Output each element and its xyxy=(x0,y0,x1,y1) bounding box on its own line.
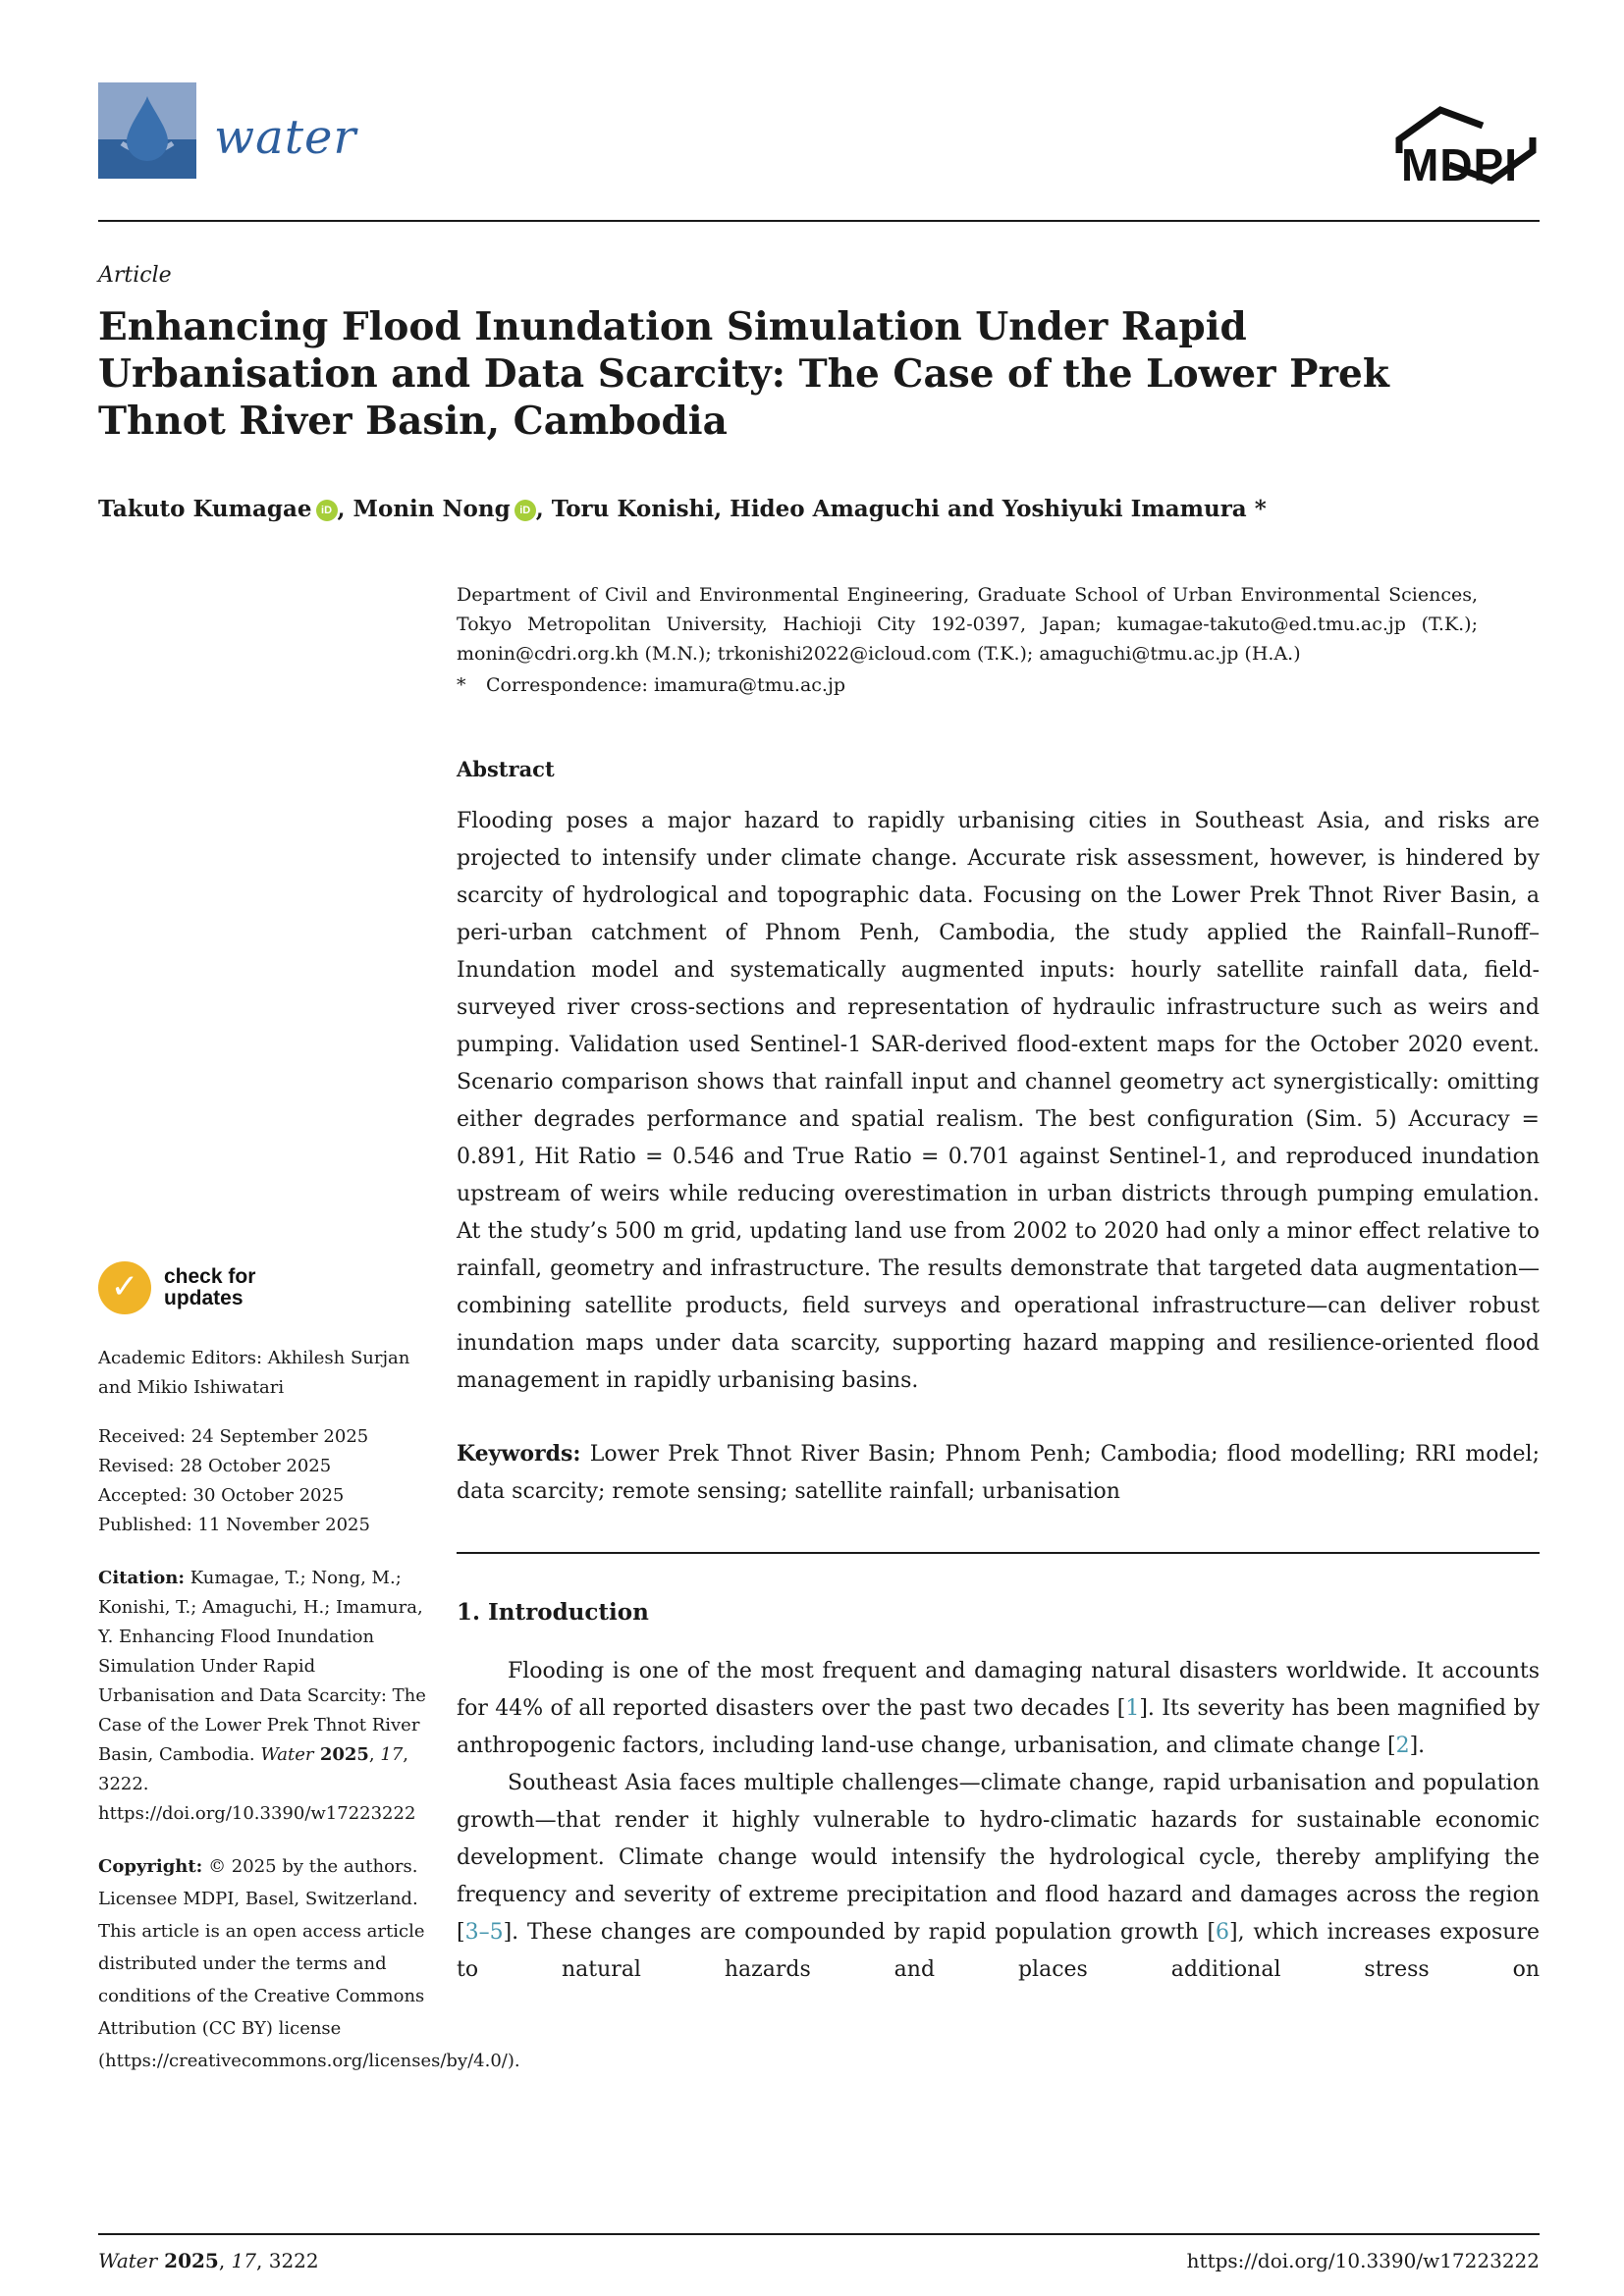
footer-pages: , 3222 xyxy=(256,2249,319,2272)
ref-link[interactable]: 3–5 xyxy=(464,1920,504,1945)
revised-date: Revised: 28 October 2025 xyxy=(98,1456,332,1476)
citation-text: Kumagae, T.; Nong, M.; Konishi, T.; Amaguchi, H.; Imamura, Y. Enhancing Flood Inundation Simulation Under Rapid Urbanisation and Data Scarcity: The Case of the Lower Prek Thnot River Basin, Cambodia. xyxy=(98,1568,426,1765)
author-names-rest: Toru Konishi, Hideo Amaguchi and Yoshiyuki Imamura * xyxy=(551,496,1267,522)
footer-divider xyxy=(98,2233,1540,2235)
author-name: Monin Nong xyxy=(352,496,511,522)
citation-volume: 17 xyxy=(380,1744,404,1765)
author-list xyxy=(98,494,1540,525)
section-divider xyxy=(457,1552,1540,1554)
journal-logo xyxy=(98,82,356,179)
keywords-text: Lower Prek Thnot River Basin; Phnom Penh; Cambodia; flood modelling; RRI model; data scarcity; remote sensing; satellite rainfall; urbanisation xyxy=(457,1442,1540,1504)
intro-paragraph-1 xyxy=(457,1653,1540,1765)
footer-year: 2025 xyxy=(157,2249,219,2272)
abstract-text: Flooding poses a major hazard to rapidly urbanising cities in Southeast Asia, and risks are projected to intensify under climate change. Accurate risk assessment, however, is hindered by scarcity of hydrological and topographic data. Focusing on the Lower Prek Thnot River Basin, a peri-urban catchment of Phnom Penh, Cambodia, the study applied the Rainfall–Runoff–Inundation model and systematically augmented inputs: hourly satellite rainfall data, field-surveyed river cross-sections and representation of hydraulic infrastructure such as weirs and pumping. Validation used Sentinel-1 SAR-derived flood-extent maps for the October 2020 event. Scenario comparison shows that rainfall input and channel geometry act synergistically: omitting either degrades performance and spatial realism. The best configuration (Sim. 5) Accuracy = 0.891, Hit Ratio = 0.546 and True Ratio = 0.701 against Sentinel-1, and reproduced inundation upstream of weirs while reducing overestimation in urban districts through pumping emulation. At the study’s 500 m grid, updating land use from 2002 to 2020 had only a minor effect relative to rainfall, geometry and infrastructure. The results demonstrate that targeted data augmentation—combining satellite products, field surveys and operational infrastructure—can deliver robust inundation maps under data scarcity, supporting hazard mapping and resilience-oriented flood management in rapidly urbanising basins. xyxy=(457,809,1540,1393)
correspondence-text xyxy=(486,670,845,700)
badge-line-2: updates xyxy=(164,1287,244,1309)
ref-link[interactable]: 6 xyxy=(1216,1920,1230,1945)
copyright-label: Copyright: xyxy=(98,1856,203,1877)
ref-link[interactable]: 1 xyxy=(1125,1696,1140,1721)
paragraph-text: ], which increases exposure to natural hazards and places additional stress on xyxy=(457,1920,1540,1982)
footer-journal-name: Water xyxy=(98,2249,158,2272)
author-separator: , xyxy=(535,496,552,522)
footer-volume: 17 xyxy=(231,2249,256,2272)
badge-line-1: check for xyxy=(164,1265,256,1288)
page-title-line-3: Thnot River Basin, Cambodia xyxy=(98,399,728,444)
footer-doi-link[interactable]: https://doi.org/10.3390/w17223222 xyxy=(1186,2249,1540,2272)
abstract-heading: Abstract xyxy=(457,757,555,781)
citation-separator: , xyxy=(368,1744,381,1765)
orcid-icon[interactable]: iD xyxy=(316,500,338,521)
ref-link[interactable]: 2 xyxy=(1395,1734,1410,1758)
page-title-line-1: Enhancing Flood Inundation Simulation Under Rapid xyxy=(98,304,1247,349)
copyright-text: © 2025 by the authors. Licensee MDPI, Basel, Switzerland. This article is an open access article distributed under the terms and conditions of the Creative Commons Attribution (CC BY) license (https://creativecommons.org/licenses/by/4.0/). xyxy=(98,1856,520,2071)
paragraph-text: Flooding is one of the most frequent and damaging natural disasters worldwide. It accounts for 44% of all reported disasters over the past two decades [ xyxy=(457,1659,1540,1721)
correspondence-label: Correspondence: xyxy=(486,674,654,696)
check-for-updates-label xyxy=(164,1266,255,1309)
header-divider xyxy=(98,220,1540,222)
article-dates xyxy=(98,1422,427,1540)
page-title-line-2: Urbanisation and Data Scarcity: The Case of the Lower Prek xyxy=(98,351,1389,397)
paragraph-text: ]. Its severity has been magnified by anthropogenic factors, including land-use change, urbanisation, and climate change [ xyxy=(457,1696,1540,1758)
academic-editors: Academic Editors: Akhilesh Surjan and Mikio Ishiwatari xyxy=(98,1348,410,1398)
introduction-heading: 1. Introduction xyxy=(457,1599,649,1626)
author-name: Takuto Kumagae xyxy=(98,496,312,522)
content-row xyxy=(98,580,1540,2077)
article-type-label: Article xyxy=(98,263,172,288)
checkmark-glyph: ✓ xyxy=(110,1267,139,1307)
affiliation: Department of Civil and Environmental Engineering, Graduate School of Urban Environmental Sciences, Tokyo Metropolitan University, Hachioji City 192-0397, Japan; kumagae-takuto@ed.tmu.ac.jp (T.K.); monin@cdri.org.kh (M.N.); trkonishi2022@icloud.com (T.K.); amaguchi@tmu.ac.jp (H.A.) xyxy=(457,584,1478,665)
mdpi-logo-text: MDPI xyxy=(1401,139,1518,188)
citation-journal: Water xyxy=(260,1744,314,1765)
sidebar-spacer xyxy=(98,580,427,1261)
author-separator: , xyxy=(337,496,353,522)
citation-year: 2025 xyxy=(313,1744,369,1765)
keywords-label: Keywords: xyxy=(457,1441,581,1467)
correspondence-email-link[interactable]: imamura@tmu.ac.jp xyxy=(653,674,846,696)
paragraph-text: ]. These changes are compounded by rapid population growth [ xyxy=(503,1920,1217,1945)
check-for-updates-badge[interactable] xyxy=(98,1261,427,1314)
check-icon xyxy=(98,1261,151,1314)
correspondence-line xyxy=(457,670,1540,700)
citation-doi-link[interactable]: https://doi.org/10.3390/w17223222 xyxy=(98,1803,416,1824)
page-title xyxy=(98,303,1540,445)
paragraph-text: ]. xyxy=(1409,1734,1426,1758)
mdpi-logo-icon xyxy=(1392,102,1540,188)
citation-block xyxy=(98,1564,427,1829)
footer-row xyxy=(98,2249,1540,2272)
main-column xyxy=(457,580,1540,1989)
journal-name: water xyxy=(214,110,357,165)
keywords-line xyxy=(457,1435,1540,1511)
paragraph-text: Southeast Asia faces multiple challenges—climate change, rapid urbanisation and population growth—that render it highly vulnerable to hydro-climatic hazards for sustainable economic development. Climate change would intensify the hydrological cycle, thereby amplifying the frequency and severity of extreme precipitation and flood hazard and damages across the region [ xyxy=(457,1771,1540,1945)
footer-journal-ref xyxy=(98,2249,319,2272)
footer-separator: , xyxy=(218,2249,232,2272)
page-footer xyxy=(98,2233,1540,2272)
published-date: Published: 11 November 2025 xyxy=(98,1515,370,1535)
page-header xyxy=(98,82,1540,188)
citation-label: Citation: xyxy=(98,1568,186,1588)
orcid-icon[interactable]: iD xyxy=(514,500,536,521)
intro-paragraph-2 xyxy=(457,1765,1540,1989)
correspondence-star: * xyxy=(457,674,466,696)
water-logo-icon xyxy=(98,82,196,179)
citation-pages: , 3222. xyxy=(98,1744,409,1794)
accepted-date: Accepted: 30 October 2025 xyxy=(98,1485,345,1506)
received-date: Received: 24 September 2025 xyxy=(98,1426,369,1447)
